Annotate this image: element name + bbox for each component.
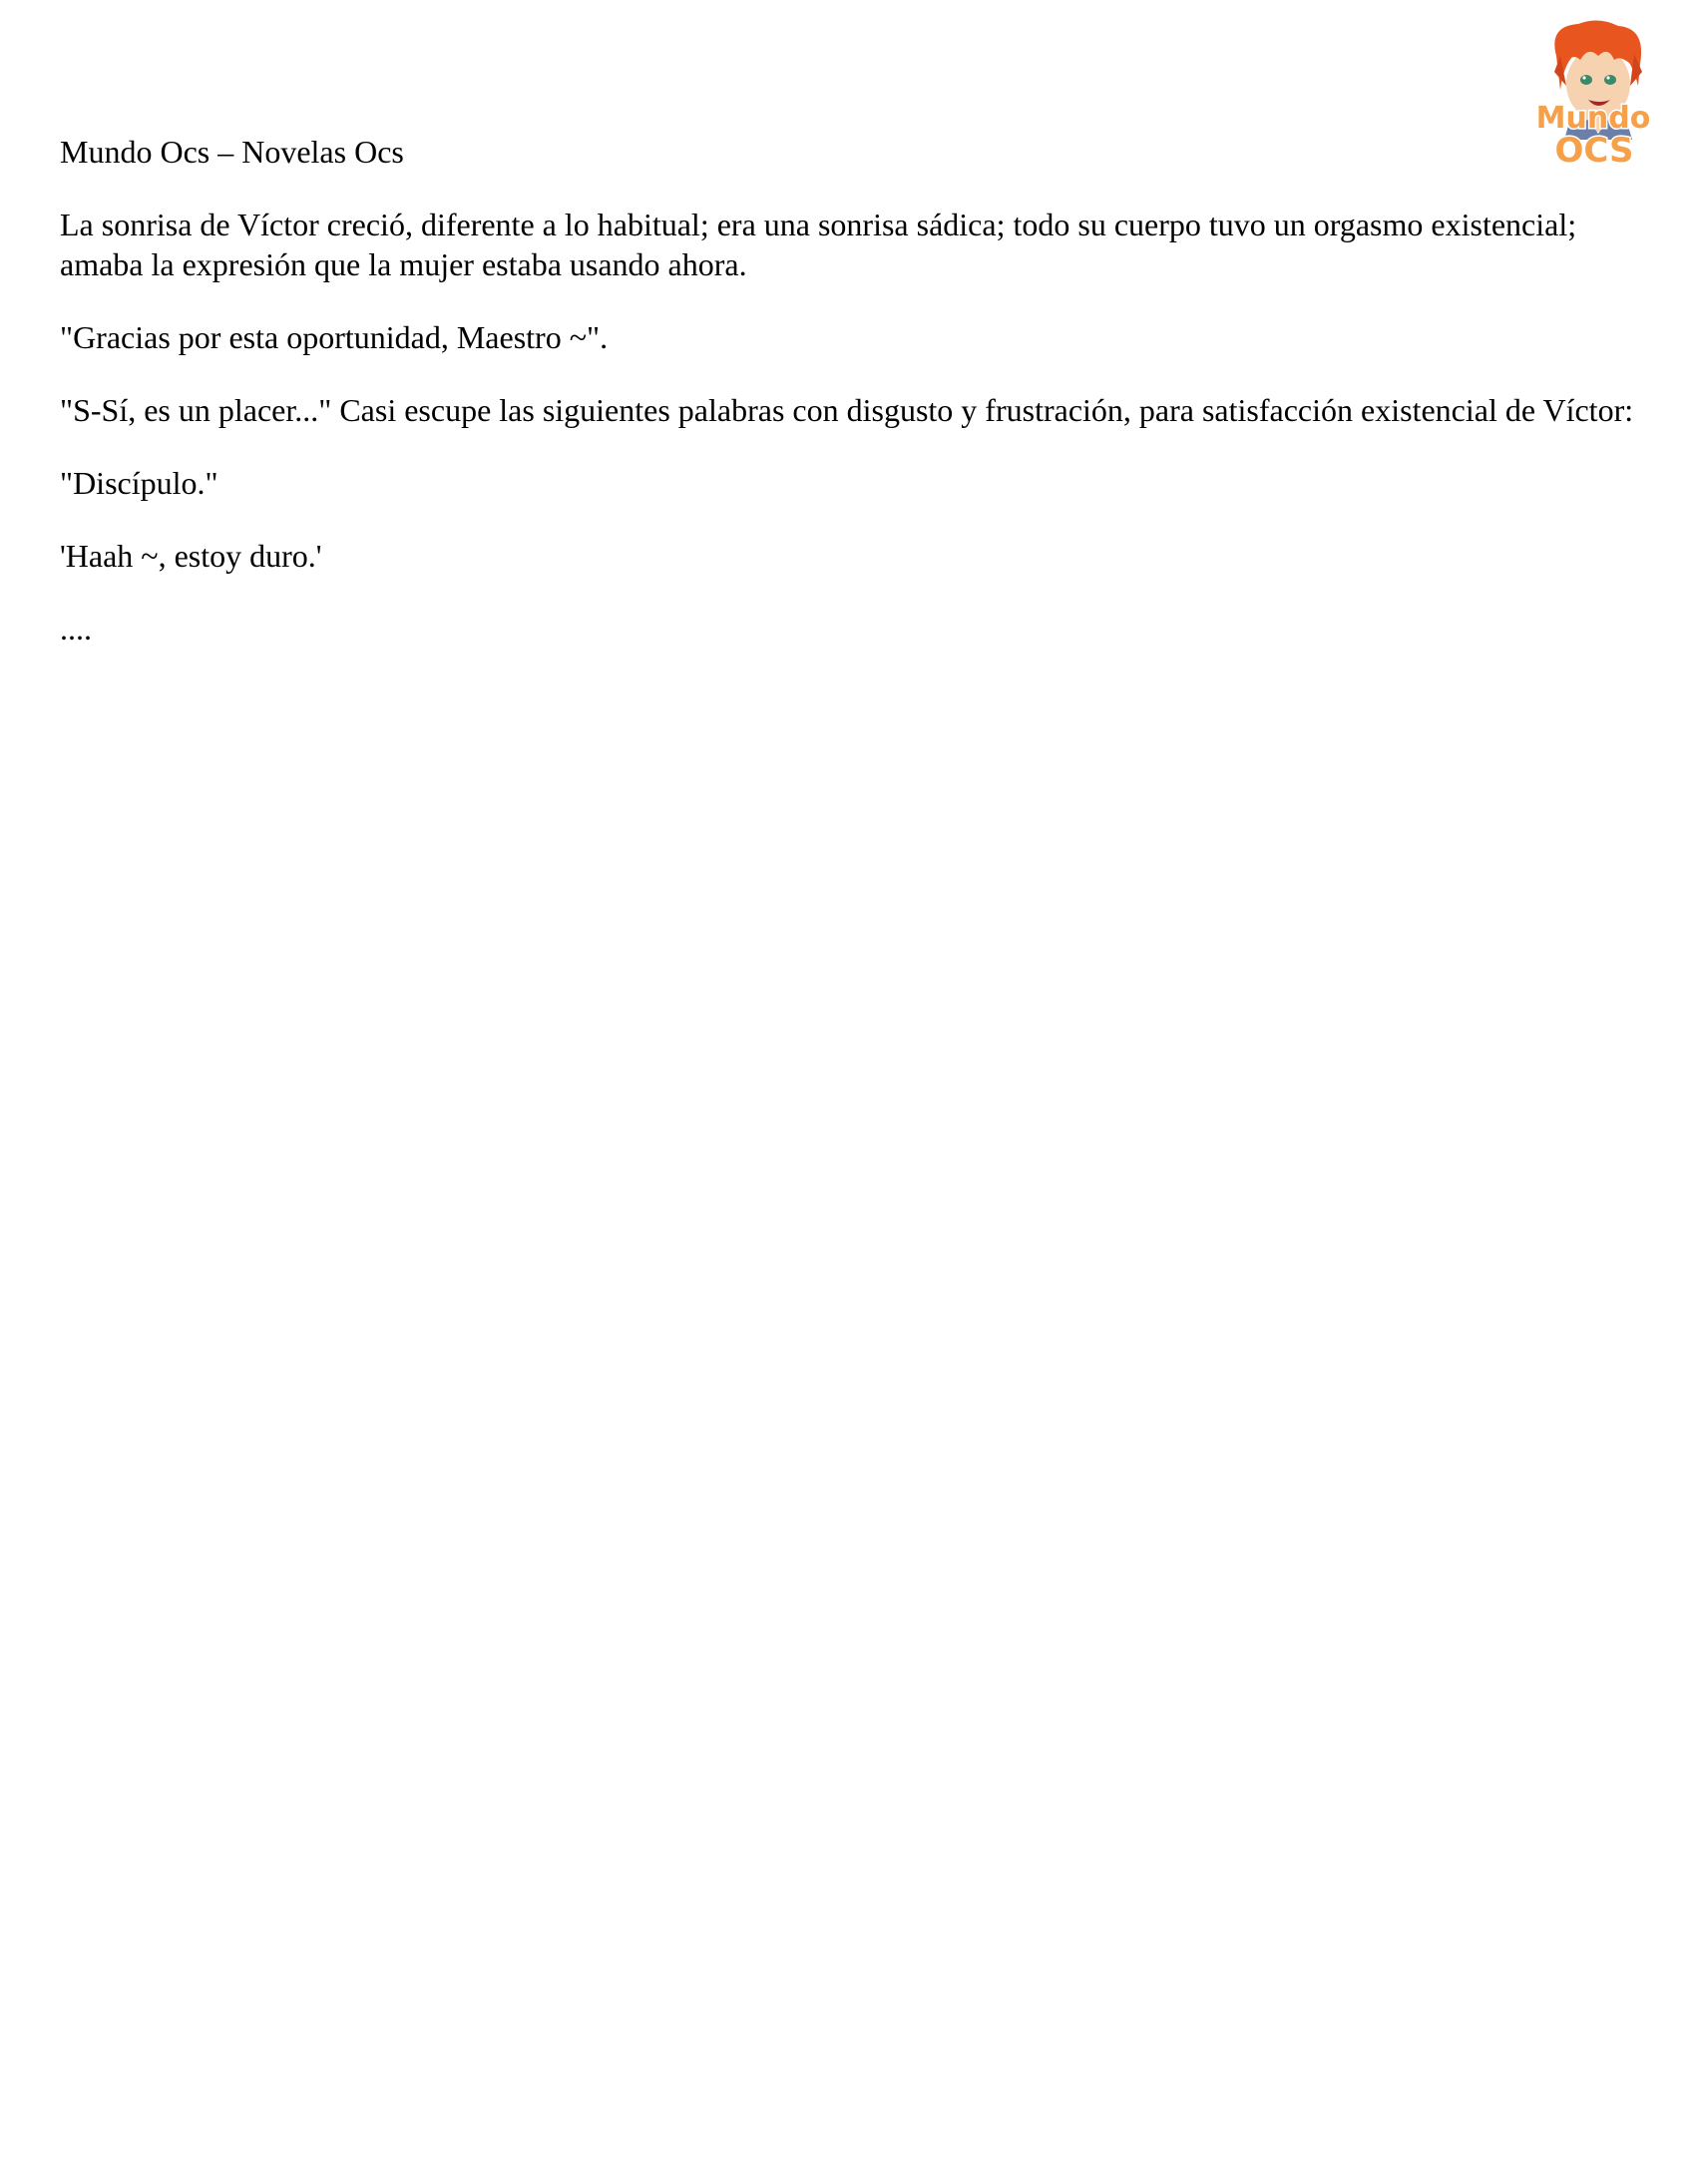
document-body [60,132,1646,681]
paragraph: "Gracias por esta oportunidad, Maestro ~". [60,319,609,355]
page-header-title: Mundo Ocs – Novelas Ocs [60,134,404,170]
logo-line1: Mundo [1535,101,1651,136]
paragraph: La sonrisa de Víctor creció, diferente a lo habitual; era una sonrisa sádica; todo su cuerpo tuvo un orgasmo existencial; amaba la expresión que la mujer estaba usando ahora. [60,207,1577,282]
paragraph: "S-Sí, es un placer..." Casi escupe las siguientes palabras con disgusto y frustración, para satisfacción existencial de Víctor: [60,392,1634,428]
paragraph: "Discípulo." [60,465,218,501]
paragraph: 'Haah ~, estoy duro.' [60,538,322,574]
logo-line2: OCS [1554,131,1634,168]
paragraph: .... [60,611,92,647]
